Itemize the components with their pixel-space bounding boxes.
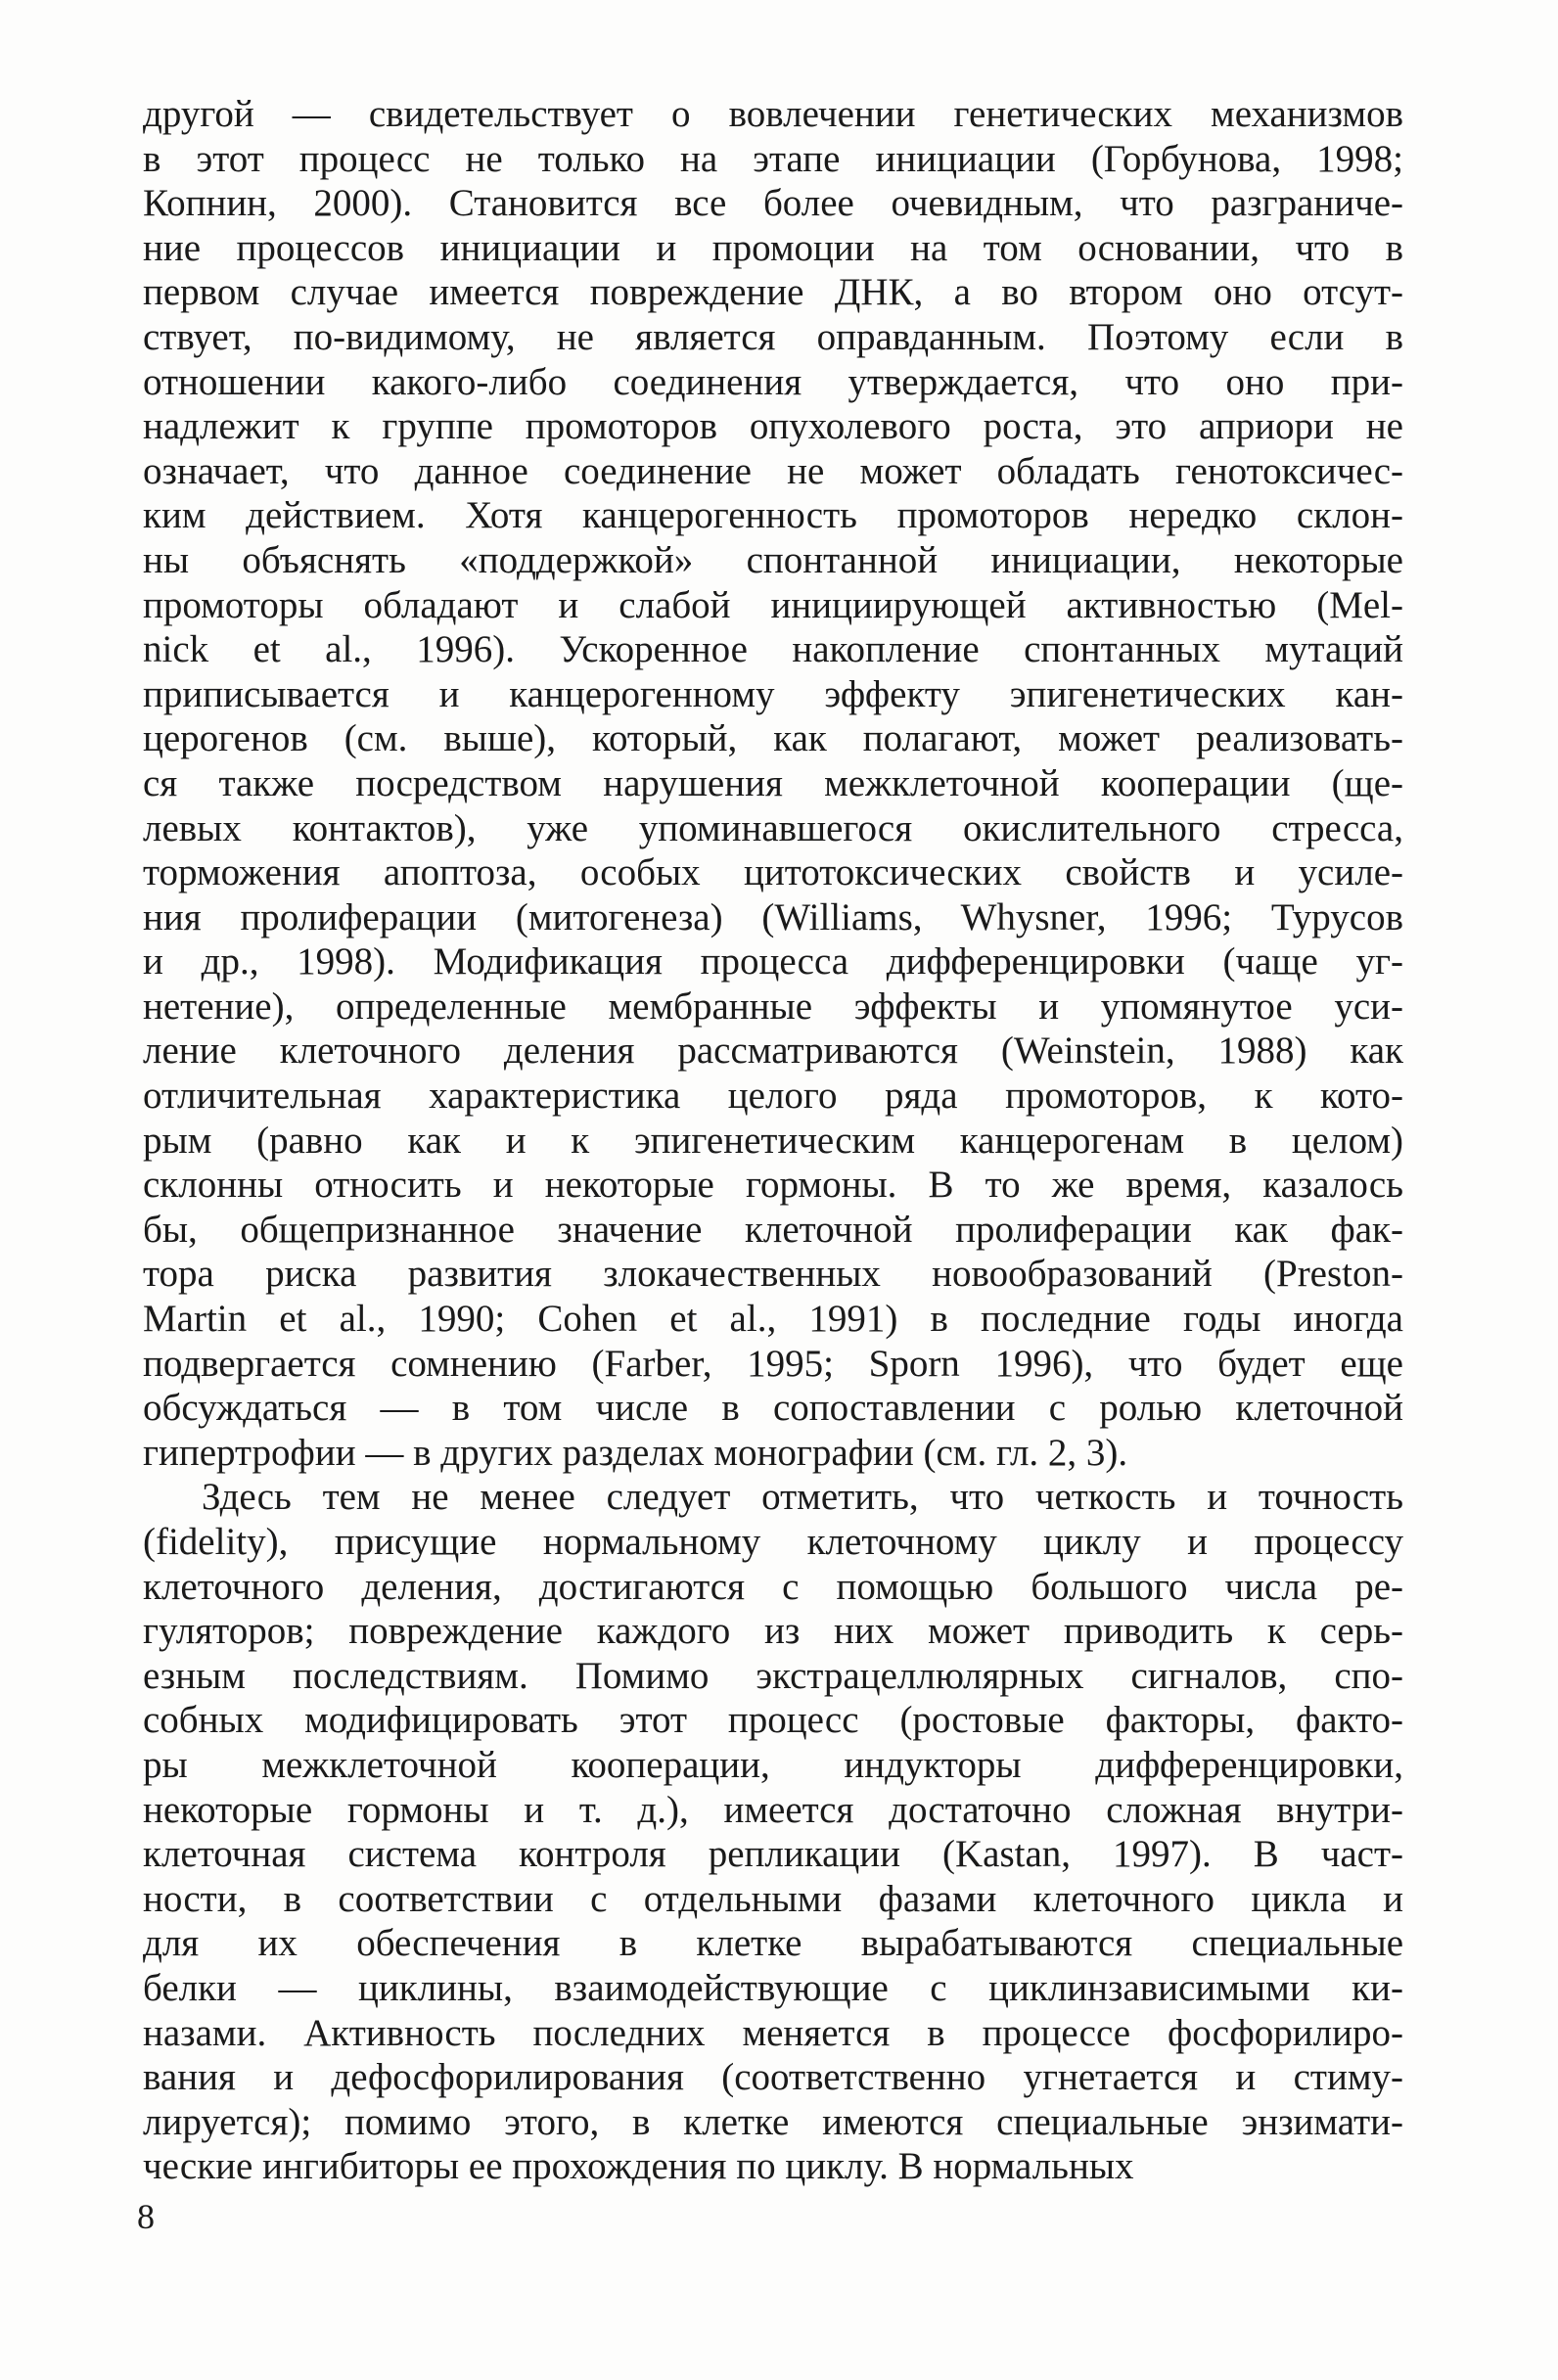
text-line: отличительная характеристика целого ряда промоторов, к кото- [143, 1075, 1403, 1118]
text-line: означает, что данное соединение не может обладать генотоксичес- [143, 449, 1403, 492]
text-line: первом случае имеется повреждение ДНК, а во втором оно отсут- [143, 271, 1403, 314]
text-line: другой — свидетельствует о вовлечении генетических механизмов [143, 93, 1403, 135]
text-line: рым (равно как и к эпигенетическим канцерогенам в целом) [143, 1119, 1403, 1162]
text-line: nick et al., 1996). Ускоренное накопление спонтанных мутаций [143, 628, 1403, 671]
text-line: ким действием. Хотя канцерогенность промоторов нередко склон- [143, 494, 1403, 537]
text-line: торможения апоптоза, особых цитотоксических свойств и усиле- [143, 851, 1403, 894]
text-line: ческие ингибиторы ее прохождения по циклу. В нормальных [143, 2145, 1134, 2188]
text-line: Martin et al., 1990; Cohen et al., 1991) в последние годы иногда [143, 1298, 1403, 1341]
text-line: гипертрофии — в других разделах монографии (см. гл. 2, 3). [143, 1431, 1128, 1474]
text-line: езным последствиям. Помимо экстрацеллюлярных сигналов, спо- [143, 1654, 1403, 1697]
text-line: клеточная система контроля репликации (Kastan, 1997). В част- [143, 1833, 1403, 1876]
text-line: ности, в соответствии с отдельными фазами клеточного цикла и [143, 1877, 1403, 1920]
text-line: гуляторов; повреждение каждого из них может приводить к серь- [143, 1610, 1403, 1653]
text-line: промоторы обладают и слабой инициирующей активностью (Mel- [143, 583, 1403, 626]
text-line: лируется); помимо этого, в клетке имеются специальные энзимати- [143, 2100, 1403, 2143]
text-line: нетение), определенные мембранные эффекты и упомянутое уси- [143, 984, 1403, 1028]
text-line: назами. Активность последних меняется в процессе фосфорилиро- [143, 2011, 1403, 2054]
text-line: надлежит к группе промоторов опухолевого роста, это априори не [143, 405, 1403, 448]
text-line: ния пролиферации (митогенеза) (Williams, Whysner, 1996; Турусов [143, 895, 1403, 938]
text-line: склонны относить и некоторые гормоны. В то же время, казалось [143, 1164, 1403, 1207]
text-line: Копнин, 2000). Становится все более очевидным, что разграниче- [143, 182, 1403, 225]
text-line: церогенов (см. выше), который, как полагают, может реализовать- [143, 717, 1403, 760]
text-line: бы, общепризнанное значение клеточной пролиферации как фак- [143, 1208, 1403, 1251]
text-line: в этот процесс не только на этапе инициации (Горбунова, 1998; [143, 137, 1403, 180]
text-line: для их обеспечения в клетке вырабатываются специальные [143, 1922, 1403, 1965]
text-line: некоторые гормоны и т. д.), имеется достаточно сложная внутри- [143, 1788, 1403, 1831]
text-line: подвергается сомнению (Farber, 1995; Sporn 1996), что будет еще [143, 1342, 1403, 1385]
text-line: тора риска развития злокачественных новообразований (Preston- [143, 1253, 1403, 1296]
text-line: и др., 1998). Модификация процесса дифференцировки (чаще уг- [143, 940, 1403, 984]
text-line: ствует, по-видимому, не является оправданным. Поэтому если в [143, 315, 1403, 358]
text-line: ление клеточного деления рассматриваются (Weinstein, 1988) как [143, 1030, 1403, 1073]
text-line: белки — циклины, взаимодействующие с циклинзависимыми ки- [143, 1966, 1403, 2009]
text-line: отношении какого-либо соединения утверждается, что оно при- [143, 360, 1403, 403]
text-line: (fidelity), присущие нормальному клеточному циклу и процессу [143, 1521, 1403, 1563]
text-line: Здесь тем не менее следует отметить, что четкость и точность [202, 1476, 1403, 1519]
text-line: вания и дефосфорилирования (соответственно угнетается и стиму- [143, 2056, 1403, 2099]
text-line: собных модифицировать этот процесс (ростовые факторы, факто- [143, 1699, 1403, 1742]
text-line: клеточного деления, достигаются с помощью большого числа ре- [143, 1565, 1403, 1608]
text-line: приписывается и канцерогенному эффекту эпигенетических кан- [143, 672, 1403, 715]
page-number: 8 [137, 2197, 155, 2236]
text-line: ны объяснять «поддержкой» спонтанной инициации, некоторые [143, 538, 1403, 581]
text-line: обсуждаться — в том числе в сопоставлении с ролью клеточной [143, 1387, 1403, 1430]
text-line: левых контактов), уже упоминавшегося окислительного стресса, [143, 806, 1403, 849]
text-line: ры межклеточной кооперации, индукторы дифференцировки, [143, 1743, 1403, 1786]
body-text [143, 92, 1403, 2189]
text-line: ся также посредством нарушения межклеточной кооперации (ще- [143, 761, 1403, 804]
text-line: ние процессов инициации и промоции на том основании, что в [143, 226, 1403, 269]
